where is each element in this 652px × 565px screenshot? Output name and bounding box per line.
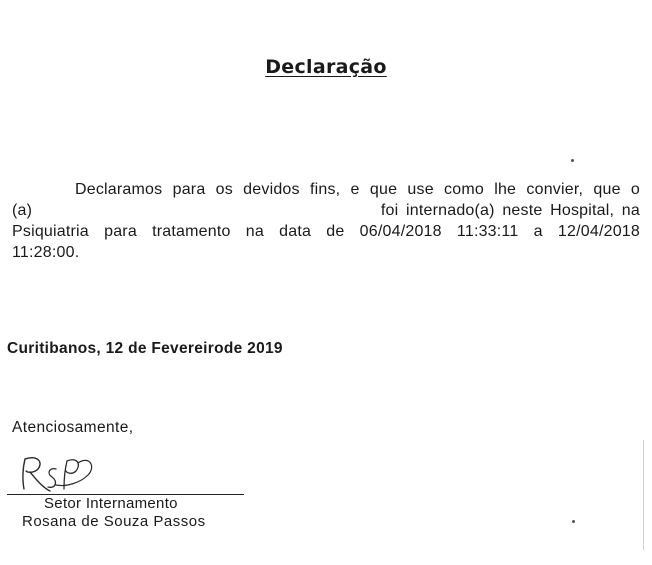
handwritten-signature — [16, 451, 96, 497]
body-line-1: Declaramos para os devidos fins, e que use como lhe convier, que o — [75, 181, 640, 198]
body-line-2: (a) foi internado(a) neste Hospital, na — [12, 202, 640, 219]
closing-salutation: Atenciosamente, — [12, 419, 134, 436]
scan-speck — [571, 159, 574, 162]
signer-sector: Setor Internamento — [44, 495, 178, 512]
scan-speck — [572, 520, 575, 523]
declaration-body — [12, 179, 640, 263]
body-line-4: 11:28:00. — [12, 244, 80, 261]
body-line-3: Psiquiatria para tratamento na data de 06/04/2018 11:33:11 a 12/04/2018 — [12, 223, 640, 240]
scan-edge-mark — [643, 440, 644, 550]
signer-name: Rosana de Souza Passos — [22, 513, 206, 530]
document-title: Declaração — [265, 56, 387, 78]
city-date: Curitibanos, 12 de Fevereirode 2019 — [7, 340, 283, 357]
